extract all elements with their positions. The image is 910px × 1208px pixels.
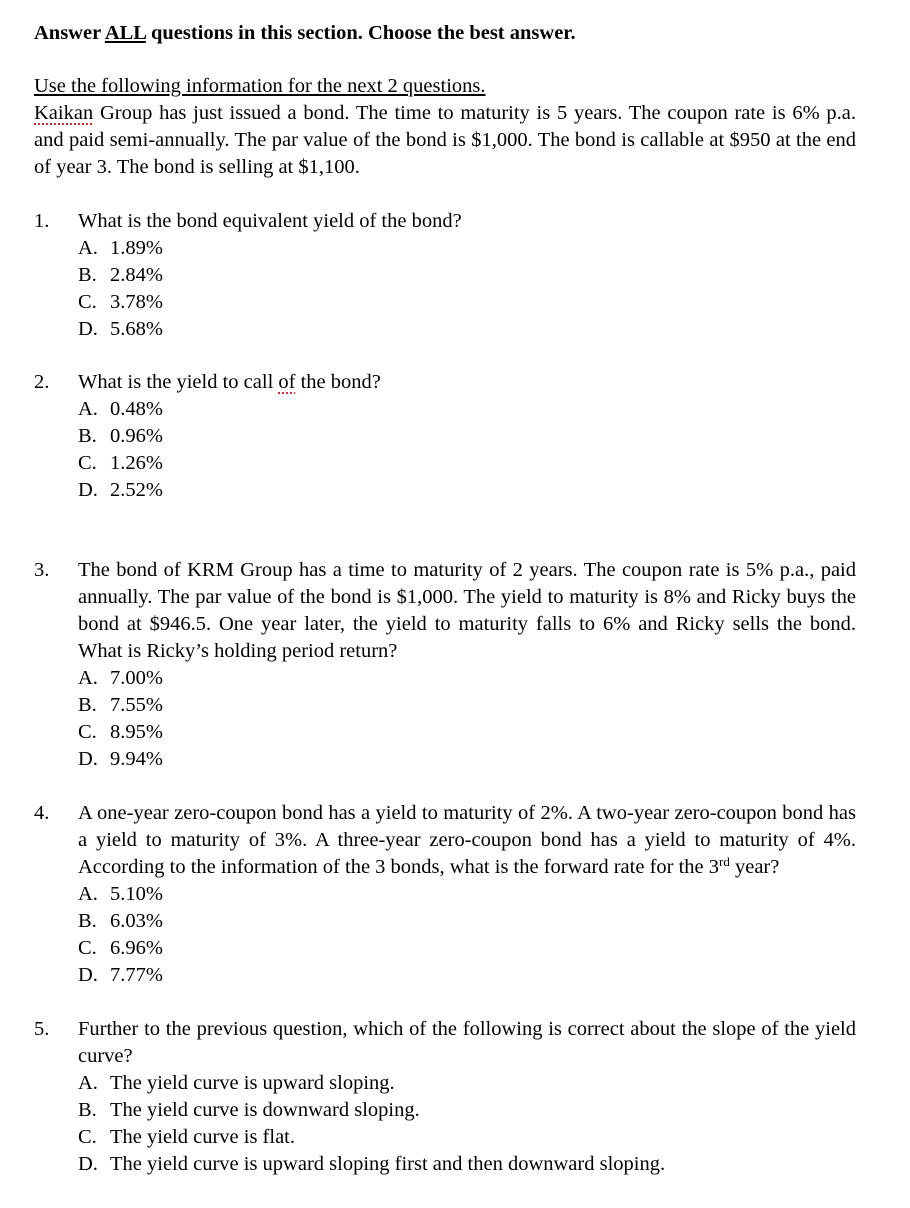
question-1 [34,208,856,343]
option-letter: A. [78,883,98,905]
option-c [78,935,856,962]
option-letter: A. [78,1072,98,1094]
option-letter: A. [78,398,98,420]
information-text [34,100,856,181]
option-b [78,262,856,289]
instructions-prefix: Answer [34,22,105,44]
option-letter: B. [78,694,97,716]
option-d [78,962,856,989]
option-letter: A. [78,237,98,259]
option-text: The yield curve is upward sloping first and then downward sloping. [110,1153,666,1175]
question-text-end: year? [729,856,780,878]
question-4 [34,800,856,989]
question-text: The bond of KRM Group has a time to maturity of 2 years. The coupon rate is 5% p.a., paid annually. The par value of the bond is $1,000. The yield to maturity is 8% and Ricky buys the bond at $946.5. One year later, the yield to maturity falls to 6% and Ricky sells the bond. What is Ricky’s holding period return? [78,559,856,662]
shared-information [34,73,856,181]
option-letter: B. [78,425,97,447]
option-text: 7.77% [110,964,163,986]
option-letter: C. [78,1126,97,1148]
question-number: 4. [34,802,50,824]
question-number: 3. [34,559,50,581]
option-letter: D. [78,964,98,986]
option-text: The yield curve is upward sloping. [110,1072,395,1094]
option-text: 0.48% [110,398,163,420]
option-text: The yield curve is downward sloping. [110,1099,420,1121]
question-text-end: the bond? [295,371,381,393]
section-instructions [34,20,856,47]
option-text: 6.96% [110,937,163,959]
option-letter: D. [78,479,98,501]
question-number: 5. [34,1018,50,1040]
option-text: 2.84% [110,264,163,286]
option-c [78,450,856,477]
option-d [78,316,856,343]
option-text: The yield curve is flat. [110,1126,296,1148]
option-b [78,692,856,719]
question-text [78,800,856,881]
option-a [78,396,856,423]
question-text: What is the bond equivalent yield of the bond? [78,210,462,232]
option-d [78,746,856,773]
spelling-flagged-word: Kaikan [34,102,94,124]
option-text: 0.96% [110,425,163,447]
question-2 [34,369,856,504]
option-letter: C. [78,937,97,959]
option-letter: D. [78,748,98,770]
information-note: Use the following information for the next 2 questions. [34,75,486,97]
option-letter: D. [78,1153,98,1175]
option-b [78,908,856,935]
option-text: 6.03% [110,910,163,932]
option-a [78,235,856,262]
option-a [78,665,856,692]
question-3 [34,557,856,773]
option-letter: B. [78,1099,97,1121]
option-text: 8.95% [110,721,163,743]
option-c [78,719,856,746]
option-b [78,1097,856,1124]
instructions-emphasis: ALL [104,22,146,44]
question-number: 2. [34,371,50,393]
option-a [78,881,856,908]
ordinal-suffix: rd [719,854,730,869]
option-letter: C. [78,452,97,474]
option-letter: B. [78,264,97,286]
option-text: 5.10% [110,883,163,905]
question-text [78,369,856,396]
exam-page [34,20,856,1178]
option-d [78,1151,856,1178]
question-number: 1. [34,210,50,232]
option-text: 9.94% [110,748,163,770]
option-letter: C. [78,291,97,313]
option-c [78,1124,856,1151]
question-5 [34,1016,856,1178]
question-text-start: A one-year zero-coupon bond has a yield to maturity of 2%. A two-year zero-coupon bond has a yield to maturity of 3%. A three-year zero-coupon bond has a yield to maturity of 4%. According to the information of the 3 bonds, what is the forward rate for the 3 [78,802,856,878]
grammar-flagged-word: of [278,371,296,393]
option-text: 5.68% [110,318,163,340]
option-d [78,477,856,504]
option-letter: C. [78,721,97,743]
instructions-suffix: questions in this section. Choose the best answer. [145,22,576,44]
question-text-start: What is the yield to call [78,371,279,393]
option-text: 7.55% [110,694,163,716]
information-body: Group has just issued a bond. The time to maturity is 5 years. The coupon rate is 6% p.a. and paid semi-annually. The par value of the bond is $1,000. The bond is callable at $950 at the end of year 3. The bond is selling at $1,100. [34,102,856,178]
option-text: 7.00% [110,667,163,689]
question-text: Further to the previous question, which of the following is correct about the slope of the yield curve? [78,1018,856,1067]
option-c [78,289,856,316]
option-a [78,1070,856,1097]
option-letter: B. [78,910,97,932]
option-b [78,423,856,450]
option-text: 1.89% [110,237,163,259]
option-text: 3.78% [110,291,163,313]
option-letter: A. [78,667,98,689]
option-text: 1.26% [110,452,163,474]
option-text: 2.52% [110,479,163,501]
option-letter: D. [78,318,98,340]
